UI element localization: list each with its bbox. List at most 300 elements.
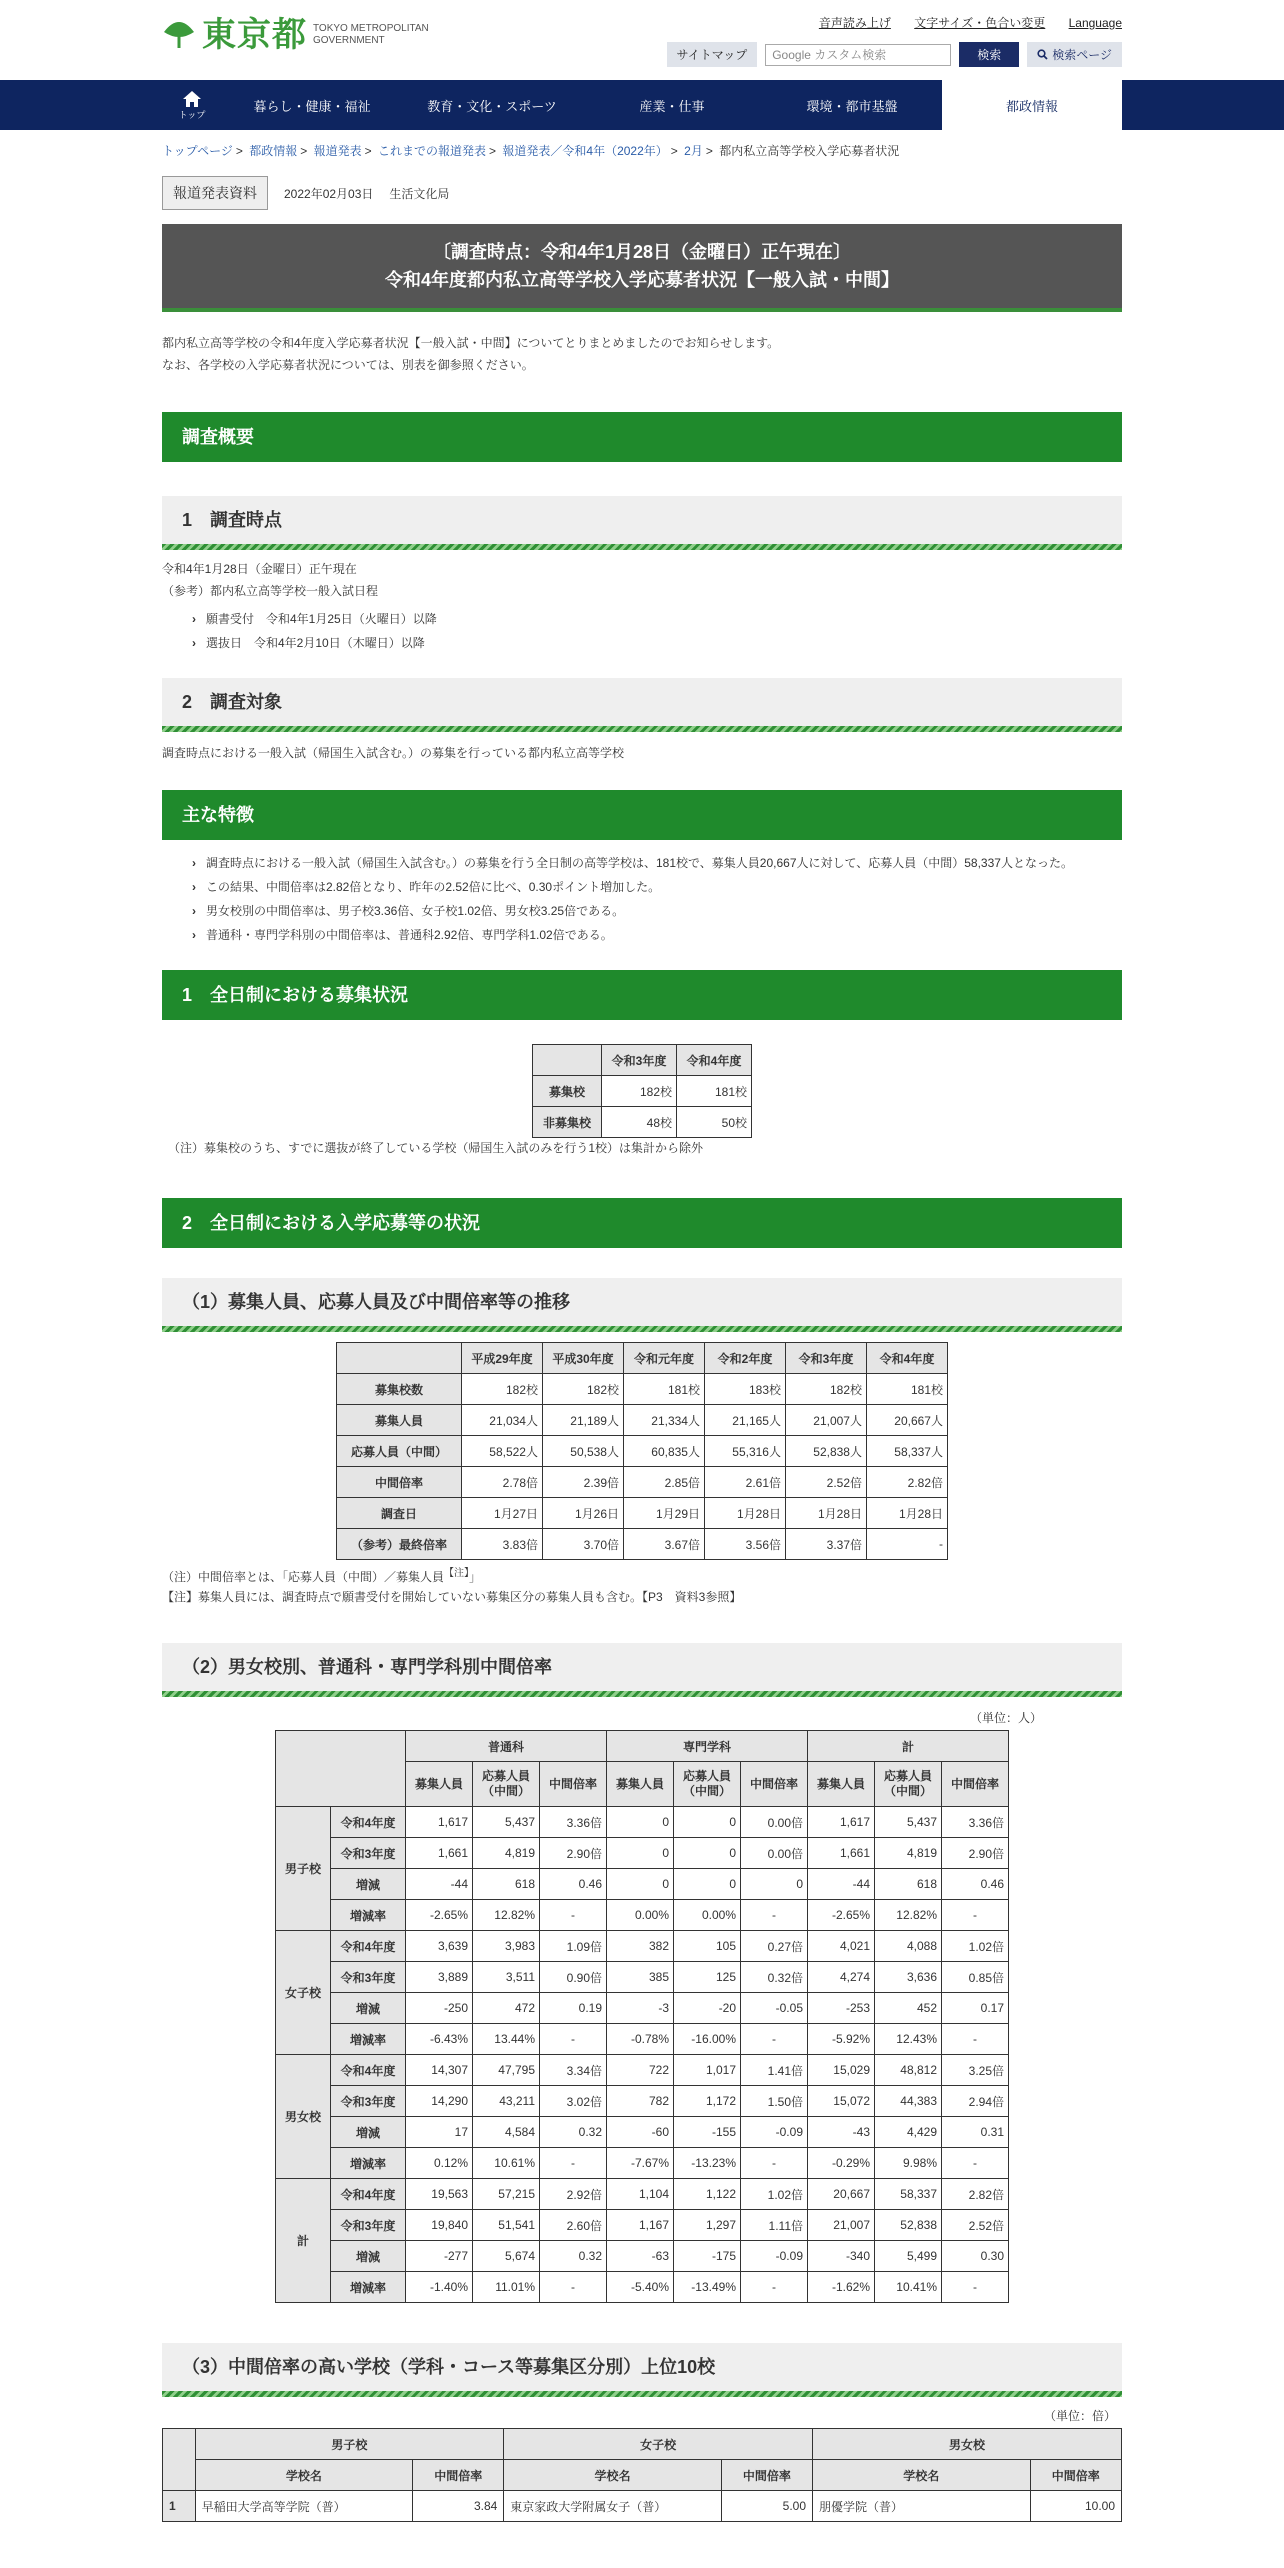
- table-cell: 0.12%: [406, 2148, 473, 2179]
- table-header: 中間倍率: [721, 2460, 812, 2491]
- table-row: [276, 2148, 1009, 2179]
- table-cell: -0.09: [741, 2117, 808, 2148]
- table-cell: -: [540, 2148, 607, 2179]
- table-row: [337, 1405, 948, 1436]
- table-cell: 4,088: [875, 1931, 942, 1962]
- table-row: [276, 2241, 1009, 2272]
- table-row: [276, 2055, 1009, 2086]
- table-cell: 20,667: [808, 2179, 875, 2210]
- breadcrumb-link[interactable]: 報道発表／令和4年（2022年）: [502, 144, 668, 158]
- table-cell: 1.02倍: [942, 1931, 1009, 1962]
- list-item: › 調査時点における一般入試（帰国生入試含む。）の募集を行う全日制の高等学校は、181校で、募集人員20,667人に対して、応募人員（中間）58,337人となった。: [192, 854, 1122, 872]
- breadcrumb: トップページ > 都政情報 > 報道発表 > これまでの報道発表 > 報道発表／令和4年（2022年） > 2月 > 都内私立高等学校入学応募者状況: [162, 144, 900, 158]
- sitemap-button[interactable]: サイトマップ: [667, 42, 758, 67]
- table-cell: 21,189人: [543, 1405, 624, 1436]
- table-cell: 1,104: [607, 2179, 674, 2210]
- table-cell: 2.94倍: [942, 2086, 1009, 2117]
- table-cell: -: [741, 1900, 808, 1931]
- breadcrumb-link[interactable]: トップページ: [162, 144, 233, 158]
- table-cell: -1.62%: [808, 2272, 875, 2303]
- table-header: 応募人員（中間）: [674, 1762, 741, 1807]
- table-cell: 181校: [677, 1076, 752, 1107]
- table-cell: 3,636: [875, 1962, 942, 1993]
- table-row: [533, 1107, 752, 1138]
- table-cell: 182校: [462, 1374, 543, 1405]
- table-cell: -13.49%: [674, 2272, 741, 2303]
- table-header-row: [276, 1731, 1009, 1762]
- s1-table: [532, 1044, 752, 1138]
- table-cell: -6.43%: [406, 2024, 473, 2055]
- s1-note: （注）募集校のうち、すでに選抜が終了している学校（帰国生入試のみを行う1校）は集計から除外: [168, 1141, 704, 1155]
- table-cell: 調査日: [337, 1498, 462, 1529]
- table-cell: -0.09: [741, 2241, 808, 2272]
- table-cell: 1月27日: [462, 1498, 543, 1529]
- table-row: [337, 1436, 948, 1467]
- site-header: [162, 0, 1122, 80]
- table-cell: -3: [607, 1993, 674, 2024]
- table-cell: 1.11倍: [741, 2210, 808, 2241]
- nav-education[interactable]: 教育・文化・スポーツ: [427, 98, 557, 114]
- schedule-list: [162, 610, 1122, 652]
- table-cell: 応募人員（中間）: [337, 1436, 462, 1467]
- table-cell: 0.32倍: [741, 1962, 808, 1993]
- sub1-heading: （1）募集人員、応募人員及び中間倍率等の推移: [162, 1278, 1122, 1326]
- table-cell: 令和3年度: [331, 1838, 406, 1869]
- table-cell: 125: [674, 1962, 741, 1993]
- table-cell: 3,889: [406, 1962, 473, 1993]
- table-cell: 1月28日: [786, 1498, 867, 1529]
- table-cell: 60,835人: [624, 1436, 705, 1467]
- table-header: 令和4年度: [677, 1045, 752, 1076]
- press-date: 2022年02月03日: [284, 186, 374, 201]
- survey-target-text: 調査時点における一般入試（帰国生入試含む。）の募集を行っている都内私立高等学校: [162, 746, 625, 760]
- table-cell: -: [741, 2024, 808, 2055]
- logo-text: 東京都: [202, 16, 307, 54]
- table-header-row: [163, 2460, 1122, 2491]
- s2-heading: 2 全日制における入学応募等の状況: [162, 1198, 1122, 1248]
- table-cell: 3.36倍: [540, 1807, 607, 1838]
- table-cell: 1,617: [406, 1807, 473, 1838]
- search-page-button[interactable]: [1027, 42, 1122, 67]
- table-cell: 3.02倍: [540, 2086, 607, 2117]
- table-cell: 782: [607, 2086, 674, 2117]
- press-badge: 報道発表資料: [162, 176, 268, 210]
- table-cell: 令和4年度: [331, 1931, 406, 1962]
- table-cell: 2.52倍: [786, 1467, 867, 1498]
- table-cell: 722: [607, 2055, 674, 2086]
- table-cell: 21,034人: [462, 1405, 543, 1436]
- table-row: [276, 2024, 1009, 2055]
- sub1-note2: 【注】募集人員には、調査時点で願書受付を開始していない募集区分の募集人員も含む。【P3 資料3参照】: [162, 1590, 742, 1604]
- table-cell: 2.82倍: [942, 2179, 1009, 2210]
- table-cell: 48,812: [875, 2055, 942, 2086]
- search-input[interactable]: Google カスタム検索: [765, 44, 951, 66]
- table-cell: -: [867, 1529, 948, 1560]
- table-cell: 15,072: [808, 2086, 875, 2117]
- list-item: › 選抜日 令和4年2月10日（木曜日）以降: [192, 634, 1122, 652]
- table-header: 中間倍率: [1030, 2460, 1121, 2491]
- table-cell: -0.29%: [808, 2148, 875, 2179]
- table-cell: 0: [607, 1838, 674, 1869]
- survey-time-line: 令和4年1月28日（金曜日）正午現在: [162, 562, 357, 576]
- table-cell: 4,819: [875, 1838, 942, 1869]
- table-cell: -175: [674, 2241, 741, 2272]
- search-page-label: 検索ページ: [1052, 48, 1112, 62]
- table-cell: 1.02倍: [741, 2179, 808, 2210]
- table-cell: 182校: [602, 1076, 677, 1107]
- table-header: 応募人員（中間）: [473, 1762, 540, 1807]
- site-logo[interactable]: [162, 18, 429, 52]
- table-cell: 1月28日: [867, 1498, 948, 1529]
- nav-industry[interactable]: 産業・仕事: [639, 98, 705, 114]
- table-cell: 0.32: [540, 2117, 607, 2148]
- table-cell: 181校: [867, 1374, 948, 1405]
- table-header: 学校名: [813, 2460, 1031, 2491]
- table-cell: -: [540, 2272, 607, 2303]
- table-header: [337, 1343, 462, 1374]
- s1-heading: 1 全日制における募集状況: [162, 970, 1122, 1020]
- table-cell: 増減: [331, 1869, 406, 1900]
- table-cell: 182校: [786, 1374, 867, 1405]
- table-header-row: [337, 1343, 948, 1374]
- magnifier-icon: [1037, 49, 1048, 60]
- block-label: 女子校: [276, 1931, 331, 2055]
- table-cell: 1.09倍: [540, 1931, 607, 1962]
- table-cell: 58,337人: [867, 1436, 948, 1467]
- table-cell: 2.52倍: [942, 2210, 1009, 2241]
- table-cell: 385: [607, 1962, 674, 1993]
- table-cell: 3.34倍: [540, 2055, 607, 2086]
- voice-reader-link[interactable]: 音声読み上げ: [818, 16, 891, 30]
- table-cell: 3.83倍: [462, 1529, 543, 1560]
- table-header-blank: [163, 2429, 196, 2491]
- table-cell: 1,017: [674, 2055, 741, 2086]
- table-cell: -0.05: [741, 1993, 808, 2024]
- table-cell: 0.27倍: [741, 1931, 808, 1962]
- table-cell: 3.70倍: [543, 1529, 624, 1560]
- table-cell: -277: [406, 2241, 473, 2272]
- table-row: [337, 1467, 948, 1498]
- table-cell: 令和4年度: [331, 2055, 406, 2086]
- table-cell: 募集人員: [337, 1405, 462, 1436]
- table-cell: 令和4年度: [331, 2179, 406, 2210]
- survey-target-heading: 2 調査対象: [162, 678, 1122, 726]
- table-cell: 0.17: [942, 1993, 1009, 2024]
- table-cell: -2.65%: [808, 1900, 875, 1931]
- table-cell: 9.98%: [875, 2148, 942, 2179]
- table-header-row: [163, 2429, 1122, 2460]
- table-cell: -16.00%: [674, 2024, 741, 2055]
- table-row: [276, 2117, 1009, 2148]
- table-cell: 3.84: [413, 2491, 504, 2522]
- table-cell: 増減: [331, 1993, 406, 2024]
- table-header-group: 男女校: [813, 2429, 1122, 2460]
- table-row: [276, 1962, 1009, 1993]
- table-cell: 0.90倍: [540, 1962, 607, 1993]
- table-cell: 183校: [705, 1374, 786, 1405]
- table-cell: 増減: [331, 2117, 406, 2148]
- table-cell: 0.00倍: [741, 1838, 808, 1869]
- table-cell: （参考）最終倍率: [337, 1529, 462, 1560]
- table-cell: 181校: [624, 1374, 705, 1405]
- table-cell: 1,297: [674, 2210, 741, 2241]
- home-icon: [182, 90, 202, 108]
- intro: [162, 332, 1122, 376]
- table-cell: 2.39倍: [543, 1467, 624, 1498]
- table-header: 平成29年度: [462, 1343, 543, 1374]
- table-cell: 618: [875, 1869, 942, 1900]
- table-cell: 東京家政大学附属女子（普）: [504, 2491, 722, 2522]
- table-cell: 3.36倍: [942, 1807, 1009, 1838]
- press-bureau: 生活文化局: [389, 186, 450, 201]
- table-cell: 5.00: [721, 2491, 812, 2522]
- table-row: [276, 1931, 1009, 1962]
- intro-line: なお、各学校の入学応募者状況については、別表を御参照ください。: [162, 358, 534, 372]
- table-cell: 2.85倍: [624, 1467, 705, 1498]
- table-cell: 非募集校: [533, 1107, 602, 1138]
- table-cell: 47,795: [473, 2055, 540, 2086]
- features-heading: 主な特徴: [162, 790, 1122, 840]
- breadcrumb-link[interactable]: 都政情報: [249, 144, 298, 158]
- table-row: [337, 1374, 948, 1405]
- table-cell: 朋優学院（普）: [813, 2491, 1031, 2522]
- table-cell: 17: [406, 2117, 473, 2148]
- table-cell: 50,538人: [543, 1436, 624, 1467]
- table-cell: 3.37倍: [786, 1529, 867, 1560]
- table-cell: 12.43%: [875, 2024, 942, 2055]
- table-header: 中間倍率: [741, 1762, 808, 1807]
- table-cell: 0: [674, 1869, 741, 1900]
- table-cell: 2.90倍: [540, 1838, 607, 1869]
- table-cell: 0: [674, 1807, 741, 1838]
- table-cell: -0.78%: [607, 2024, 674, 2055]
- table-cell: 5,499: [875, 2241, 942, 2272]
- table-cell: 4,429: [875, 2117, 942, 2148]
- breadcrumb-link[interactable]: これまでの報道発表: [378, 144, 487, 158]
- table-cell: 2.78倍: [462, 1467, 543, 1498]
- search-button[interactable]: 検索: [959, 42, 1019, 67]
- table-cell: 令和4年度: [331, 1807, 406, 1838]
- table-cell: 21,007: [808, 2210, 875, 2241]
- table-header: 学校名: [504, 2460, 722, 2491]
- survey-time-text: [162, 558, 1122, 602]
- table-header: 令和4年度: [867, 1343, 948, 1374]
- table-cell: 増減率: [331, 2148, 406, 2179]
- table-cell: 382: [607, 1931, 674, 1962]
- table-cell: 0.46: [540, 1869, 607, 1900]
- table-header: 募集人員: [607, 1762, 674, 1807]
- table-cell: 3.67倍: [624, 1529, 705, 1560]
- breadcrumb-link[interactable]: 報道発表: [313, 144, 362, 158]
- table-cell: 0: [607, 1869, 674, 1900]
- survey-time-heading: 1 調査時点: [162, 496, 1122, 544]
- table-cell: -: [942, 2148, 1009, 2179]
- table-row: [276, 1838, 1009, 1869]
- table-cell: 21,334人: [624, 1405, 705, 1436]
- table-header-group: 普通科: [406, 1731, 607, 1762]
- table-cell: 0: [607, 1807, 674, 1838]
- press-meta: [162, 176, 1122, 210]
- nav-home[interactable]: [162, 80, 222, 130]
- breadcrumb-current: 都内私立高等学校入学応募者状況: [719, 144, 900, 158]
- table-cell: 増減率: [331, 1900, 406, 1931]
- table-cell: 1,172: [674, 2086, 741, 2117]
- overview-heading: 調査概要: [162, 412, 1122, 462]
- table-cell: -: [942, 2272, 1009, 2303]
- table-cell: 20,667人: [867, 1405, 948, 1436]
- sub3-unit: （単位：倍）: [1043, 2409, 1116, 2423]
- table-row: [276, 2272, 1009, 2303]
- table-cell: 51,541: [473, 2210, 540, 2241]
- table-header: 令和元年度: [624, 1343, 705, 1374]
- text-size-color-link[interactable]: 文字サイズ・色合い変更: [914, 16, 1046, 30]
- table-cell: 1月28日: [705, 1498, 786, 1529]
- features-list: [162, 854, 1122, 944]
- table-cell: 4,819: [473, 1838, 540, 1869]
- table-header: 中間倍率: [540, 1762, 607, 1807]
- table-cell: -250: [406, 1993, 473, 2024]
- language-link[interactable]: Language: [1068, 16, 1122, 30]
- table-cell: 12.82%: [473, 1900, 540, 1931]
- table-cell: 0.00%: [674, 1900, 741, 1931]
- table-cell: 0.30: [942, 2241, 1009, 2272]
- table-header: 中間倍率: [942, 1762, 1009, 1807]
- table-cell: 0: [674, 1838, 741, 1869]
- table-cell: 55,316人: [705, 1436, 786, 1467]
- table-header-group: 専門学科: [607, 1731, 808, 1762]
- table-cell: -: [540, 2024, 607, 2055]
- table-cell: 1,661: [808, 1838, 875, 1869]
- global-nav: [0, 80, 1284, 130]
- table-header-group: 男子校: [195, 2429, 504, 2460]
- table-cell: 618: [473, 1869, 540, 1900]
- table-cell: -: [741, 2272, 808, 2303]
- list-item: › 願書受付 令和4年1月25日（火曜日）以降: [192, 610, 1122, 628]
- sub2-heading: （2）男女校別、普通科・専門学科別中間倍率: [162, 1643, 1122, 1691]
- table-cell: 5,437: [875, 1807, 942, 1838]
- ginkgo-logo-icon: [162, 18, 196, 52]
- gender-table: [275, 1730, 1009, 2303]
- table-cell: 58,337: [875, 2179, 942, 2210]
- table-cell: 令和3年度: [331, 2210, 406, 2241]
- survey-schedule-label: （参考）都内私立高等学校一般入試日程: [162, 584, 379, 598]
- table-cell: 2.60倍: [540, 2210, 607, 2241]
- table-header: 平成30年度: [543, 1343, 624, 1374]
- table-header: 応募人員（中間）: [875, 1762, 942, 1807]
- table-cell: 14,307: [406, 2055, 473, 2086]
- table-cell: 10.61%: [473, 2148, 540, 2179]
- table-cell: 3,639: [406, 1931, 473, 1962]
- table-cell: 21,165人: [705, 1405, 786, 1436]
- search-area: [667, 42, 1122, 67]
- table-cell: 2.92倍: [540, 2179, 607, 2210]
- top10-table: [162, 2428, 1122, 2522]
- table-cell: -63: [607, 2241, 674, 2272]
- table-cell: 48校: [602, 1107, 677, 1138]
- table-cell: 5,674: [473, 2241, 540, 2272]
- table-cell: 0.00%: [607, 1900, 674, 1931]
- table-cell: 57,215: [473, 2179, 540, 2210]
- nav-living[interactable]: 暮らし・健康・福祉: [253, 98, 371, 114]
- table-cell: 15,029: [808, 2055, 875, 2086]
- table-cell: 1,617: [808, 1807, 875, 1838]
- logo-sub2: GOVERNMENT: [313, 35, 385, 46]
- table-cell: 4,274: [808, 1962, 875, 1993]
- block-label: 男女校: [276, 2055, 331, 2179]
- table-cell: -340: [808, 2241, 875, 2272]
- table-row: [276, 1869, 1009, 1900]
- table-cell: 10.41%: [875, 2272, 942, 2303]
- table-cell: 令和3年度: [331, 1962, 406, 1993]
- table-cell: 3.25倍: [942, 2055, 1009, 2086]
- table-cell: 増減率: [331, 2272, 406, 2303]
- table-cell: 4,021: [808, 1931, 875, 1962]
- table-row: [337, 1498, 948, 1529]
- table-cell: 0.32: [540, 2241, 607, 2272]
- table-cell: 3.56倍: [705, 1529, 786, 1560]
- table-cell: 5,437: [473, 1807, 540, 1838]
- table-header: 募集人員: [808, 1762, 875, 1807]
- table-cell: 12.82%: [875, 1900, 942, 1931]
- table-row: [337, 1529, 948, 1560]
- table-header: 学校名: [195, 2460, 413, 2491]
- table-cell: -60: [607, 2117, 674, 2148]
- table-cell: 1月29日: [624, 1498, 705, 1529]
- table-cell: 1月26日: [543, 1498, 624, 1529]
- table-cell: 0.00倍: [741, 1807, 808, 1838]
- table-cell: 1.50倍: [741, 2086, 808, 2117]
- table-cell: 44,383: [875, 2086, 942, 2117]
- table-header-group: 計: [808, 1731, 1009, 1762]
- breadcrumb-link[interactable]: 2月: [684, 144, 703, 158]
- table-cell: 0.19: [540, 1993, 607, 2024]
- page-title: [162, 224, 1122, 312]
- table-row: [533, 1076, 752, 1107]
- table-cell: 中間倍率: [337, 1467, 462, 1498]
- table-cell: 0.46: [942, 1869, 1009, 1900]
- table-cell: 182校: [543, 1374, 624, 1405]
- table-cell: 0: [741, 1869, 808, 1900]
- table-cell: 募集校数: [337, 1374, 462, 1405]
- table-row: [276, 2210, 1009, 2241]
- table-cell: 105: [674, 1931, 741, 1962]
- table-cell: 令和3年度: [331, 2086, 406, 2117]
- table-cell: -13.23%: [674, 2148, 741, 2179]
- intro-line: 都内私立高等学校の令和4年度入学応募者状況【一般入試・中間】についてとりまとめましたのでお知らせします。: [162, 336, 780, 350]
- table-cell: -5.40%: [607, 2272, 674, 2303]
- table-cell: 452: [875, 1993, 942, 2024]
- table-row: [276, 1900, 1009, 1931]
- table-cell: 21,007人: [786, 1405, 867, 1436]
- table-cell: 13.44%: [473, 2024, 540, 2055]
- table-cell: 50校: [677, 1107, 752, 1138]
- table-cell: -155: [674, 2117, 741, 2148]
- table-cell: 472: [473, 1993, 540, 2024]
- list-item: › 男女校別の中間倍率は、男子校3.36倍、女子校1.02倍、男女校3.25倍である。: [192, 902, 1122, 920]
- table-cell: -: [942, 1900, 1009, 1931]
- table-header: 令和3年度: [786, 1343, 867, 1374]
- table-cell: -7.67%: [607, 2148, 674, 2179]
- logo-subtitle: [313, 23, 429, 47]
- nav-environment[interactable]: 環境・都市基盤: [806, 98, 898, 114]
- table-header: 中間倍率: [413, 2460, 504, 2491]
- table-cell: -20: [674, 1993, 741, 2024]
- table-cell: 1,167: [607, 2210, 674, 2241]
- table-cell: -5.92%: [808, 2024, 875, 2055]
- nav-government-info[interactable]: 都政情報: [942, 80, 1122, 130]
- logo-sub1: TOKYO METROPOLITAN: [313, 23, 429, 34]
- table-row: [163, 2491, 1122, 2522]
